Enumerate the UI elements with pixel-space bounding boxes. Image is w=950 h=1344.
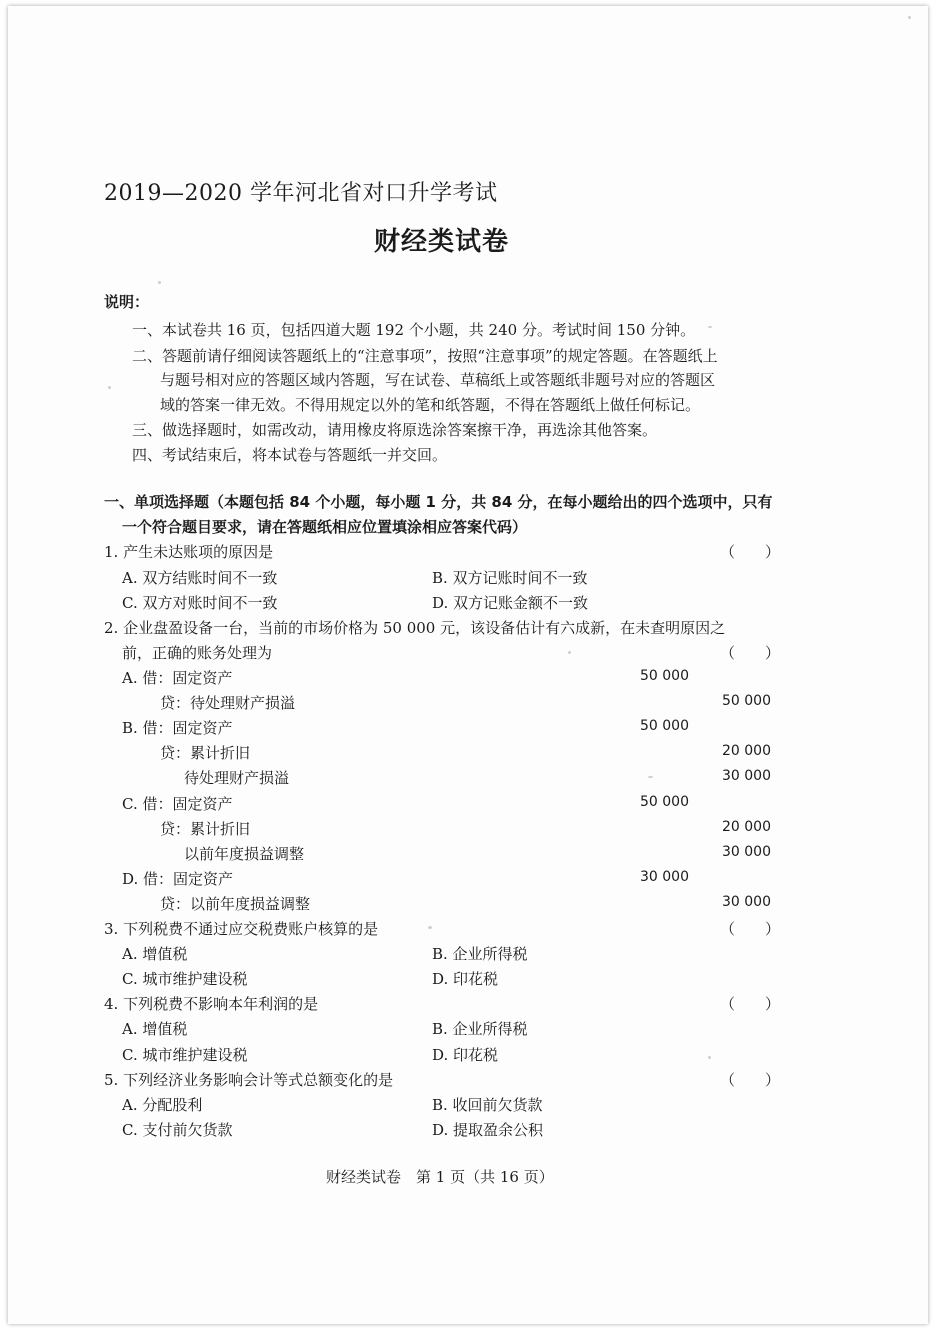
exam-page xyxy=(8,6,928,1324)
credit-line: 贷：待处理财产损溢 xyxy=(160,694,296,712)
credit-line: 贷：以前年度损益调整 xyxy=(160,895,311,913)
question-2-option-a: A. 借：固定资产 xyxy=(122,669,233,687)
answer-paren: （ ） xyxy=(720,1071,781,1089)
debit-amount: 50 000 xyxy=(640,718,689,734)
question-1-stem: 1. 产生未达账项的原因是 xyxy=(104,543,274,561)
question-3-option-c: C. 城市维护建设税 xyxy=(122,970,248,988)
answer-paren: （ ） xyxy=(720,995,781,1013)
question-3-option-d: D. 印花税 xyxy=(432,970,499,988)
question-4-option-b: B. 企业所得税 xyxy=(432,1020,528,1038)
instruction-item: 一、本试卷共 16 页，包括四道大题 192 个小题，共 240 分。考试时间 150 分钟。 xyxy=(132,321,696,339)
scan-speck xyxy=(158,281,161,284)
question-2-option-d: D. 借：固定资产 xyxy=(122,870,234,888)
instructions-label: 说明： xyxy=(104,293,150,311)
scan-speck xyxy=(708,326,712,328)
question-1-option-c: C. 双方对账时间不一致 xyxy=(122,594,278,612)
answer-paren: （ ） xyxy=(720,920,781,938)
question-4-option-a: A. 增值税 xyxy=(122,1020,188,1038)
question-2-option-b: B. 借：固定资产 xyxy=(122,719,233,737)
question-3-stem: 3. 下列税费不通过应交税费账户核算的是 xyxy=(104,920,379,938)
instruction-item: 二、答题前请仔细阅读答题纸上的“注意事项”，按照“注意事项”的规定答题。在答题纸上 xyxy=(132,347,718,365)
credit-amount: 50 000 xyxy=(722,693,771,709)
question-4-option-d: D. 印花税 xyxy=(432,1046,499,1064)
question-2-option-c: C. 借：固定资产 xyxy=(122,795,233,813)
scan-speck xyxy=(908,16,911,19)
scan-speck xyxy=(108,386,111,389)
answer-paren: （ ） xyxy=(720,644,781,662)
scan-speck xyxy=(568,651,571,654)
question-1-option-a: A. 双方结账时间不一致 xyxy=(122,569,278,587)
scan-speck xyxy=(708,1056,711,1059)
question-5-option-b: B. 收回前欠货款 xyxy=(432,1096,543,1114)
credit-line: 以前年度损益调整 xyxy=(184,845,305,863)
instruction-item: 三、做选择题时，如需改动，请用橡皮将原选涂答案擦干净，再选涂其他答案。 xyxy=(132,421,658,439)
question-4-stem: 4. 下列税费不影响本年利润的是 xyxy=(104,995,319,1013)
credit-line: 贷：累计折旧 xyxy=(160,820,251,838)
section-heading: 一、单项选择题（本题包括 84 个小题，每小题 1 分，共 84 分，在每小题给出的四个选项中，只有 xyxy=(104,493,773,511)
credit-amount: 20 000 xyxy=(722,743,771,759)
instruction-item: 与题号相对应的答题区域内答题，写在试卷、草稿纸上或答题纸非题号对应的答题区 xyxy=(160,371,716,389)
debit-amount: 30 000 xyxy=(640,869,689,885)
exam-subtitle: 财经类试卷 xyxy=(374,227,510,257)
question-1-option-d: D. 双方记账金额不一致 xyxy=(432,594,589,612)
answer-paren: （ ） xyxy=(720,543,781,561)
exam-title: 2019—2020 学年河北省对口升学考试 xyxy=(104,181,498,206)
question-5-option-d: D. 提取盈余公积 xyxy=(432,1121,544,1139)
debit-amount: 50 000 xyxy=(640,668,689,684)
credit-amount: 30 000 xyxy=(722,768,771,784)
question-2-stem-cont: 前，正确的账务处理为 xyxy=(122,644,273,662)
credit-line: 待处理财产损溢 xyxy=(184,769,290,787)
scan-speck xyxy=(648,776,653,778)
question-1-option-b: B. 双方记账时间不一致 xyxy=(432,569,588,587)
debit-amount: 50 000 xyxy=(640,794,689,810)
question-4-option-c: C. 城市维护建设税 xyxy=(122,1046,248,1064)
section-heading-cont: 一个符合题目要求，请在答题纸相应位置填涂相应答案代码） xyxy=(122,518,528,536)
credit-line: 贷：累计折旧 xyxy=(160,744,251,762)
credit-amount: 30 000 xyxy=(722,894,771,910)
question-2-stem: 2. 企业盘盈设备一台，当前的市场价格为 50 000 元，该设备估计有六成新，在未查明原因之 xyxy=(104,619,726,637)
instruction-item: 域的答案一律无效。不得用规定以外的笔和纸答题，不得在答题纸上做任何标记。 xyxy=(160,396,701,414)
question-3-option-a: A. 增值税 xyxy=(122,945,188,963)
question-5-option-a: A. 分配股利 xyxy=(122,1096,203,1114)
question-5-stem: 5. 下列经济业务影响会计等式总额变化的是 xyxy=(104,1071,394,1089)
scan-speck xyxy=(428,926,432,929)
page-footer: 财经类试卷 第 1 页（共 16 页） xyxy=(326,1168,554,1186)
credit-amount: 20 000 xyxy=(722,819,771,835)
question-3-option-b: B. 企业所得税 xyxy=(432,945,528,963)
credit-amount: 30 000 xyxy=(722,844,771,860)
question-5-option-c: C. 支付前欠货款 xyxy=(122,1121,233,1139)
instruction-item: 四、考试结束后，将本试卷与答题纸一并交回。 xyxy=(132,446,448,464)
